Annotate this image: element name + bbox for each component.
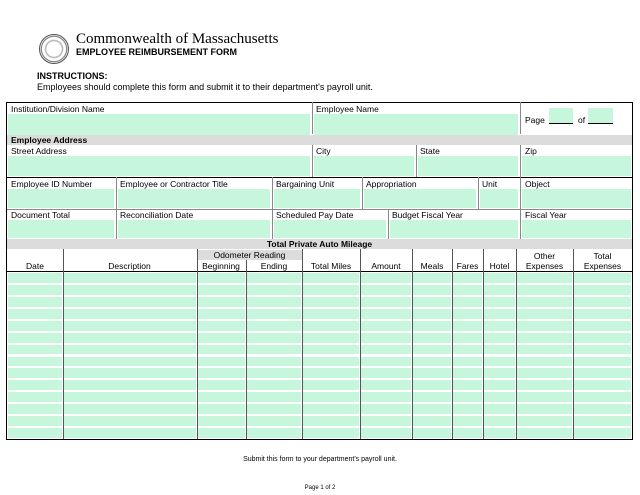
cell-ending[interactable] [247, 392, 301, 402]
table-column-divider [573, 249, 574, 439]
instructions-text: Employees should complete this form and submit it to their department's payroll unit. [37, 82, 373, 92]
cell-beginning[interactable] [198, 357, 245, 367]
cell-date[interactable] [8, 285, 62, 295]
cell-total-expenses[interactable] [574, 321, 631, 331]
cell-amount[interactable] [361, 404, 411, 414]
table-column-divider [246, 260, 247, 439]
cell-amount[interactable] [361, 297, 411, 307]
cell-ending[interactable] [247, 333, 301, 343]
city-input[interactable] [314, 156, 414, 176]
cell-total-expenses[interactable] [574, 357, 631, 367]
cell-ending[interactable] [247, 380, 301, 390]
cell-fares[interactable] [453, 416, 482, 426]
cell-hotel[interactable] [484, 321, 515, 331]
col-beginning: Beginning [202, 261, 240, 271]
employee-name-input[interactable] [314, 114, 518, 135]
employee-id-input[interactable] [8, 189, 114, 208]
cell-hotel[interactable] [484, 416, 515, 426]
cell-description[interactable] [64, 285, 196, 295]
cell-total-expenses[interactable] [574, 380, 631, 390]
appropriation-label: Appropriation [366, 179, 417, 189]
cell-date[interactable] [8, 333, 62, 343]
cell-total-expenses[interactable] [574, 309, 631, 319]
cell-total-miles[interactable] [303, 404, 359, 414]
cell-ending[interactable] [247, 428, 301, 438]
table-column-divider [197, 249, 198, 439]
cell-fares[interactable] [453, 321, 482, 331]
title-input[interactable] [118, 189, 270, 208]
cell-total-miles[interactable] [303, 297, 359, 307]
cell-description[interactable] [64, 297, 196, 307]
mileage-bar: Total Private Auto Mileage [7, 239, 632, 249]
cell-beginning[interactable] [198, 345, 245, 355]
cell-amount[interactable] [361, 345, 411, 355]
cell-total-expenses[interactable] [574, 428, 631, 438]
cell-amount[interactable] [361, 357, 411, 367]
page-total-input[interactable] [588, 108, 613, 123]
cell-other-expenses[interactable] [517, 357, 572, 367]
cell-total-miles[interactable] [303, 309, 359, 319]
cell-other-expenses[interactable] [517, 333, 572, 343]
cell-hotel[interactable] [484, 285, 515, 295]
cell-amount[interactable] [361, 333, 411, 343]
table-column-divider [63, 249, 64, 439]
cell-date[interactable] [8, 357, 62, 367]
street-input[interactable] [8, 156, 310, 176]
cell-description[interactable] [64, 273, 196, 283]
unit-input[interactable] [480, 189, 518, 208]
cell-description[interactable] [64, 416, 196, 426]
cell-other-expenses[interactable] [517, 428, 572, 438]
cell-beginning[interactable] [198, 380, 245, 390]
cell-total-expenses[interactable] [574, 285, 631, 295]
cell-fares[interactable] [453, 368, 482, 378]
cell-meals[interactable] [413, 297, 451, 307]
unit-label: Unit [482, 179, 498, 189]
table-column-divider [483, 249, 484, 439]
cell-amount[interactable] [361, 380, 411, 390]
cell-description[interactable] [64, 380, 196, 390]
cell-beginning[interactable] [198, 321, 245, 331]
cell-hotel[interactable] [484, 368, 515, 378]
cell-ending[interactable] [247, 285, 301, 295]
cell-date[interactable] [8, 404, 62, 414]
city-label: City [316, 146, 331, 156]
page-label: Page [525, 115, 545, 125]
cell-fares[interactable] [453, 309, 482, 319]
fiscal-year-input[interactable] [522, 220, 631, 238]
cell-ending[interactable] [247, 368, 301, 378]
cell-description[interactable] [64, 321, 196, 331]
page-number: Page 1 of 2 [304, 485, 336, 491]
cell-other-expenses[interactable] [517, 392, 572, 402]
col-other-1: Other [533, 251, 556, 261]
col-odometer: Odometer Reading [197, 250, 302, 260]
cell-meals[interactable] [413, 392, 451, 402]
cell-total-expenses[interactable] [574, 345, 631, 355]
cell-total-expenses[interactable] [574, 368, 631, 378]
cell-meals[interactable] [413, 345, 451, 355]
cell-meals[interactable] [413, 416, 451, 426]
cell-total-expenses[interactable] [574, 333, 631, 343]
cell-amount[interactable] [361, 416, 411, 426]
cell-description[interactable] [64, 333, 196, 343]
cell-meals[interactable] [413, 404, 451, 414]
cell-ending[interactable] [247, 273, 301, 283]
cell-hotel[interactable] [484, 309, 515, 319]
cell-ending[interactable] [247, 416, 301, 426]
cell-amount[interactable] [361, 392, 411, 402]
cell-other-expenses[interactable] [517, 309, 572, 319]
budget-fy-label: Budget Fiscal Year [392, 210, 463, 220]
appropriation-input[interactable] [364, 189, 476, 208]
cell-meals[interactable] [413, 380, 451, 390]
col-description: Description [108, 261, 151, 271]
cell-beginning[interactable] [198, 416, 245, 426]
cell-fares[interactable] [453, 404, 482, 414]
cell-hotel[interactable] [484, 428, 515, 438]
cell-other-expenses[interactable] [517, 404, 572, 414]
cell-fares[interactable] [453, 333, 482, 343]
cell-other-expenses[interactable] [517, 380, 572, 390]
cell-meals[interactable] [413, 309, 451, 319]
cell-date[interactable] [8, 321, 62, 331]
cell-ending[interactable] [247, 321, 301, 331]
col-meals: Meals [420, 261, 444, 271]
institution-label: Institution/Division Name [11, 104, 105, 114]
cell-amount[interactable] [361, 368, 411, 378]
cell-hotel[interactable] [484, 297, 515, 307]
cell-amount[interactable] [361, 321, 411, 331]
institution-input[interactable] [8, 114, 310, 135]
cell-fares[interactable] [453, 380, 482, 390]
cell-amount[interactable] [361, 428, 411, 438]
massachusetts-seal-icon [39, 34, 69, 64]
table-column-divider [516, 249, 517, 439]
cell-hotel[interactable] [484, 380, 515, 390]
of-label: of [578, 115, 586, 125]
cell-beginning[interactable] [198, 285, 245, 295]
zip-label: Zip [525, 146, 537, 156]
doc-total-label: Document Total [11, 210, 70, 220]
cell-meals[interactable] [413, 273, 451, 283]
cell-date[interactable] [8, 273, 62, 283]
cell-beginning[interactable] [198, 297, 245, 307]
instructions-heading: INSTRUCTIONS: [37, 71, 108, 81]
object-label: Object [525, 179, 550, 189]
sched-pay-label: Scheduled Pay Date [276, 210, 354, 220]
page-number-input[interactable] [549, 108, 573, 123]
budget-fy-input[interactable] [390, 220, 518, 238]
cell-meals[interactable] [413, 368, 451, 378]
cell-ending[interactable] [247, 309, 301, 319]
org-name: Commonwealth of Massachusetts [76, 31, 279, 47]
bargaining-label: Bargaining Unit [276, 179, 335, 189]
cell-total-miles[interactable] [303, 321, 359, 331]
cell-fares[interactable] [453, 285, 482, 295]
cell-meals[interactable] [413, 321, 451, 331]
col-amount: Amount [371, 261, 401, 271]
col-total-1: Total [593, 251, 612, 261]
cell-fares[interactable] [453, 357, 482, 367]
col-fares: Fares [456, 261, 479, 271]
cell-other-expenses[interactable] [517, 321, 572, 331]
recon-date-label: Reconciliation Date [120, 210, 194, 220]
employee-id-label: Employee ID Number [11, 179, 93, 189]
cell-beginning[interactable] [198, 309, 245, 319]
cell-hotel[interactable] [484, 357, 515, 367]
cell-total-expenses[interactable] [574, 404, 631, 414]
cell-beginning[interactable] [198, 333, 245, 343]
cell-other-expenses[interactable] [517, 416, 572, 426]
cell-beginning[interactable] [198, 273, 245, 283]
form-title: EMPLOYEE REIMBURSEMENT FORM [76, 47, 238, 57]
cell-meals[interactable] [413, 285, 451, 295]
cell-beginning[interactable] [198, 368, 245, 378]
cell-description[interactable] [64, 368, 196, 378]
submit-note: Submit this form to your department's payroll unit. [243, 456, 397, 463]
cell-total-miles[interactable] [303, 428, 359, 438]
cell-date[interactable] [8, 309, 62, 319]
cell-hotel[interactable] [484, 404, 515, 414]
cell-fares[interactable] [453, 297, 482, 307]
table-column-divider [452, 249, 453, 439]
cell-ending[interactable] [247, 357, 301, 367]
title-label: Employee or Contractor Title [120, 179, 228, 189]
cell-total-miles[interactable] [303, 368, 359, 378]
cell-date[interactable] [8, 380, 62, 390]
cell-other-expenses[interactable] [517, 297, 572, 307]
cell-fares[interactable] [453, 392, 482, 402]
cell-ending[interactable] [247, 297, 301, 307]
cell-hotel[interactable] [484, 273, 515, 283]
cell-fares[interactable] [453, 428, 482, 438]
col-date: Date [26, 261, 44, 271]
cell-meals[interactable] [413, 357, 451, 367]
cell-amount[interactable] [361, 285, 411, 295]
cell-beginning[interactable] [198, 392, 245, 402]
cell-date[interactable] [8, 368, 62, 378]
fiscal-year-label: Fiscal Year [525, 210, 567, 220]
recon-date-input[interactable] [118, 220, 270, 238]
cell-total-miles[interactable] [303, 285, 359, 295]
state-label: State [420, 146, 440, 156]
cell-date[interactable] [8, 428, 62, 438]
cell-fares[interactable] [453, 273, 482, 283]
cell-description[interactable] [64, 392, 196, 402]
cell-date[interactable] [8, 416, 62, 426]
cell-ending[interactable] [247, 404, 301, 414]
cell-total-miles[interactable] [303, 392, 359, 402]
cell-other-expenses[interactable] [517, 285, 572, 295]
cell-date[interactable] [8, 297, 62, 307]
table-column-divider [412, 249, 413, 439]
cell-total-miles[interactable] [303, 345, 359, 355]
cell-total-miles[interactable] [303, 357, 359, 367]
cell-description[interactable] [64, 309, 196, 319]
col-total-2: Expenses [583, 261, 622, 271]
cell-date[interactable] [8, 345, 62, 355]
cell-total-expenses[interactable] [574, 297, 631, 307]
table-column-divider [302, 249, 303, 439]
cell-total-miles[interactable] [303, 380, 359, 390]
cell-total-expenses[interactable] [574, 273, 631, 283]
col-other-2: Expenses [525, 261, 564, 271]
table-column-divider [360, 249, 361, 439]
cell-hotel[interactable] [484, 333, 515, 343]
cell-hotel[interactable] [484, 345, 515, 355]
cell-total-miles[interactable] [303, 273, 359, 283]
street-label: Street Address [11, 146, 67, 156]
cell-description[interactable] [64, 357, 196, 367]
bargaining-input[interactable] [274, 189, 360, 208]
cell-date[interactable] [8, 392, 62, 402]
cell-total-miles[interactable] [303, 333, 359, 343]
col-hotel: Hotel [489, 261, 510, 271]
cell-total-miles[interactable] [303, 416, 359, 426]
cell-total-expenses[interactable] [574, 416, 631, 426]
cell-total-expenses[interactable] [574, 392, 631, 402]
doc-total-input[interactable] [8, 220, 114, 238]
col-total-miles: Total Miles [310, 261, 352, 271]
cell-other-expenses[interactable] [517, 368, 572, 378]
cell-hotel[interactable] [484, 392, 515, 402]
zip-input[interactable] [522, 156, 631, 176]
cell-fares[interactable] [453, 345, 482, 355]
cell-description[interactable] [64, 345, 196, 355]
cell-ending[interactable] [247, 345, 301, 355]
cell-amount[interactable] [361, 273, 411, 283]
cell-description[interactable] [64, 404, 196, 414]
cell-meals[interactable] [413, 428, 451, 438]
state-input[interactable] [418, 156, 518, 176]
object-input[interactable] [522, 189, 631, 208]
col-ending: Ending [260, 261, 288, 271]
cell-other-expenses[interactable] [517, 273, 572, 283]
sched-pay-input[interactable] [274, 220, 386, 238]
cell-other-expenses[interactable] [517, 345, 572, 355]
employee-name-label: Employee Name [316, 104, 379, 114]
cell-beginning[interactable] [198, 404, 245, 414]
cell-beginning[interactable] [198, 428, 245, 438]
cell-amount[interactable] [361, 309, 411, 319]
cell-description[interactable] [64, 428, 196, 438]
cell-meals[interactable] [413, 333, 451, 343]
employee-address-bar: Employee Address [7, 135, 632, 145]
